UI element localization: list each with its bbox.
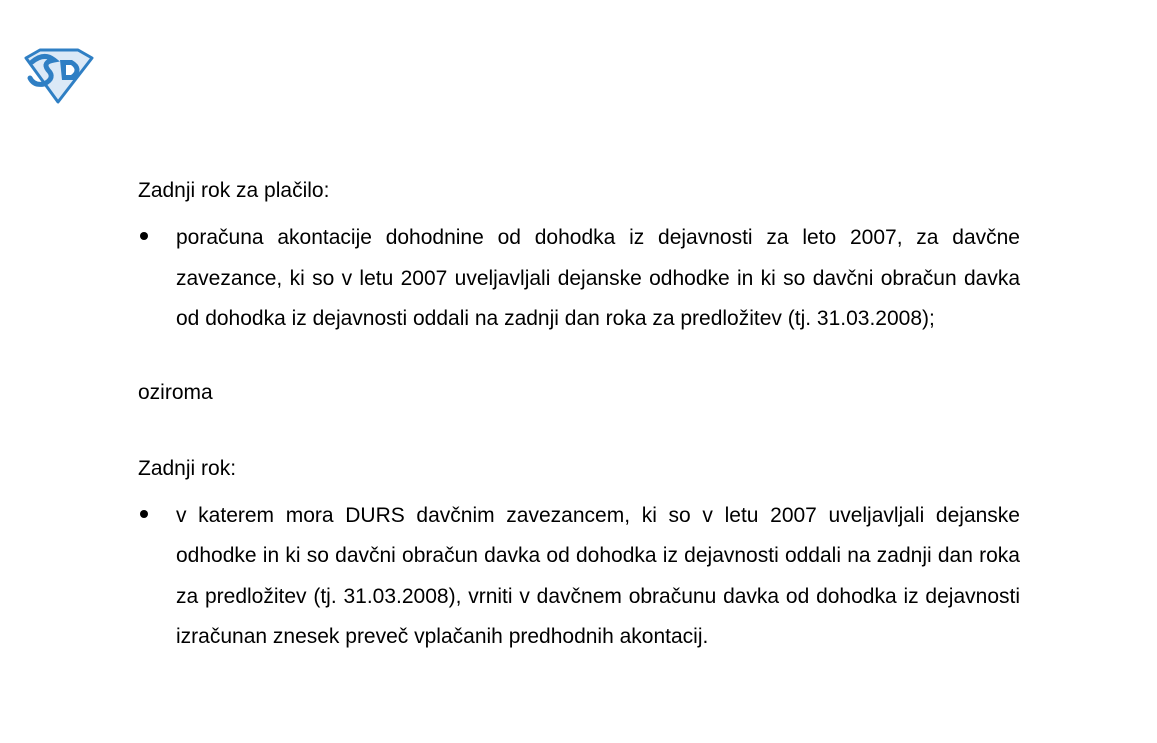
second-bullet-text: v katerem mora DURS davčnim zavezancem, ki so v letu 2007 uveljavljali dejanske odhodke in ki so davčni obračun davka od dohodka iz dejavnosti oddali na zadnji dan roka za predložitev (tj. 31.03.2008), vrniti v davčnem obračunu davka od dohodka iz dejavnosti izračunan znesek preveč vplačanih predhodnih akontacij. bbox=[176, 503, 1020, 648]
list-item bbox=[138, 496, 1020, 658]
sd-logo-icon bbox=[22, 48, 96, 104]
list-item bbox=[138, 218, 1020, 340]
bullet-icon bbox=[140, 510, 148, 518]
first-heading: Zadnji rok za plačilo: bbox=[138, 179, 330, 202]
separator-text: oziroma bbox=[138, 380, 213, 404]
first-bullet-text: poračuna akontacije dohodnine od dohodka iz dejavnosti za leto 2007, za davčne zavezance, ki so v letu 2007 uveljavljali dejanske odhodke in ki so davčni obračun davka od dohodka iz dejavnosti oddali na zadnji dan roka za predložitev (tj. 31.03.2008); bbox=[176, 226, 1020, 330]
document-body bbox=[138, 176, 1020, 658]
second-heading: Zadnji rok: bbox=[138, 456, 237, 480]
bullet-icon bbox=[140, 232, 148, 240]
